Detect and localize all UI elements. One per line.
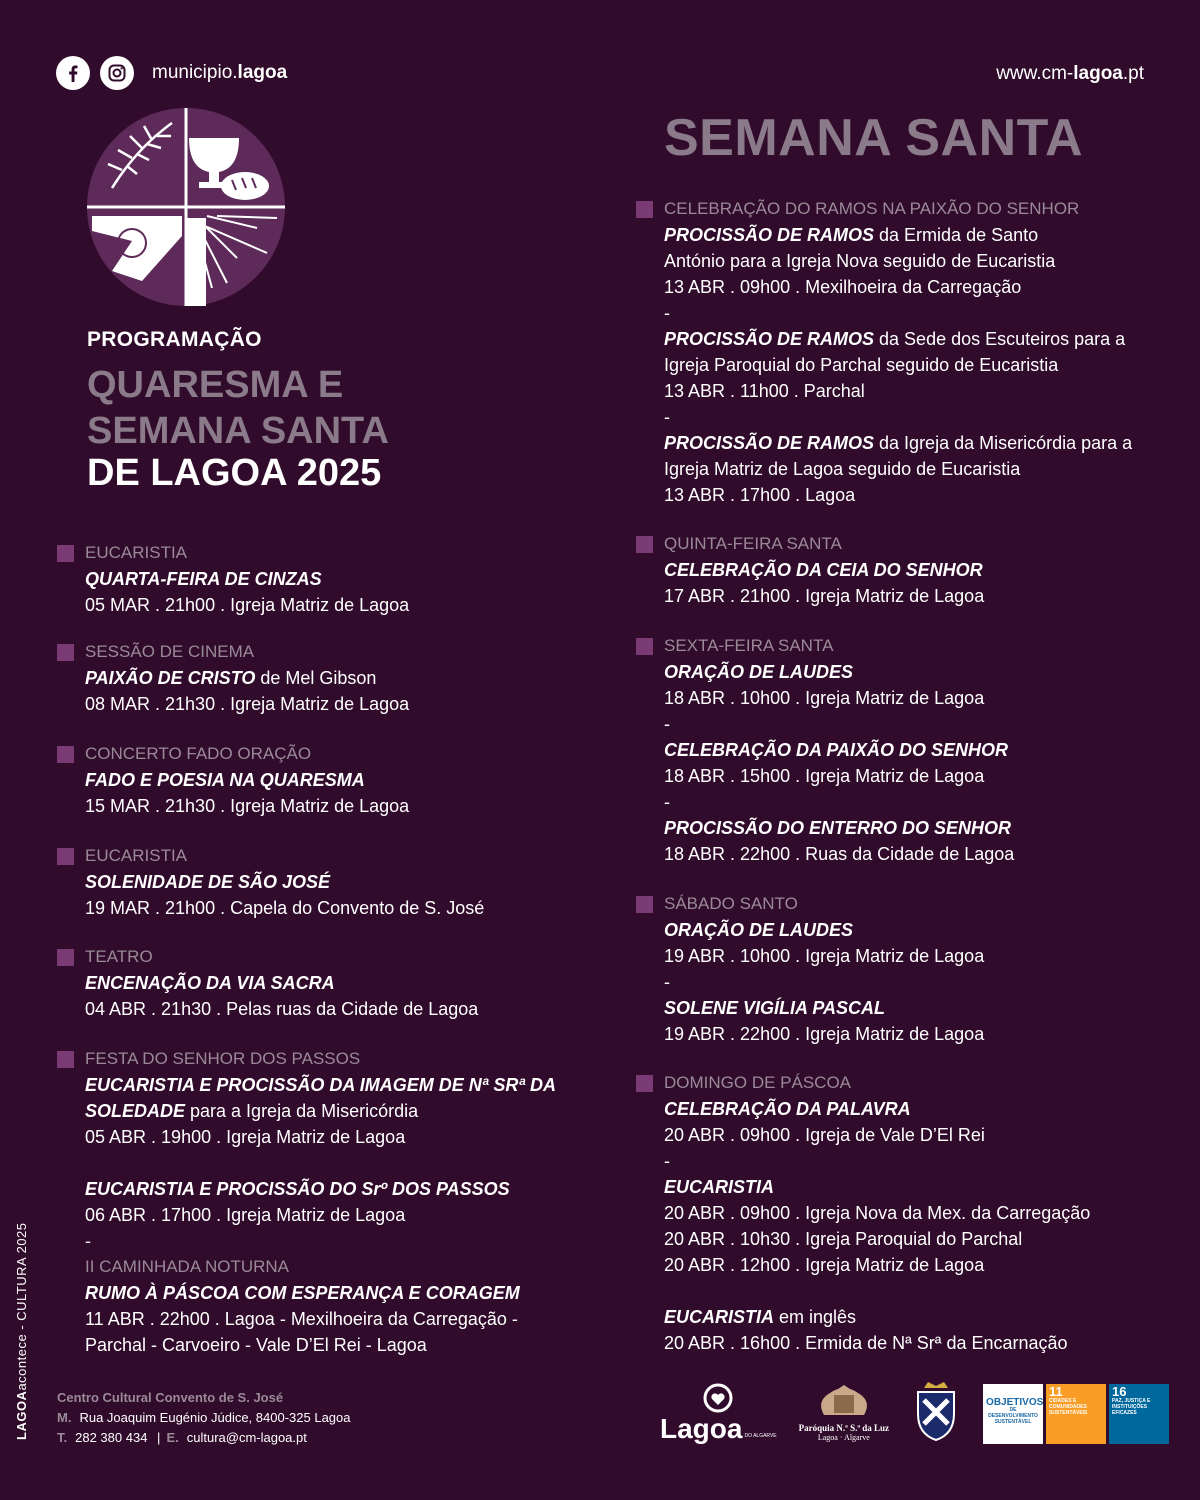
event-rest: em inglês [774, 1307, 857, 1327]
section-category: CONCERTO FADO ORAÇÃO [85, 744, 312, 763]
title-line-3: DE LAGOA 2025 [87, 452, 382, 494]
event-desc: Igreja Paroquial do Parchal seguido de Eucaristia [664, 355, 1059, 375]
address: Rua Joaquim Eugénio Júdice, 8400-325 Lagoa [79, 1410, 351, 1425]
instagram-icon[interactable] [100, 56, 134, 90]
ods-logo [983, 1384, 1043, 1444]
event-detail: 13 ABR . 17h00 . Lagoa [664, 485, 856, 505]
separator-dash: - [664, 1151, 670, 1171]
title-line-1: QUARESMA E [87, 364, 344, 406]
event-title: SOLENE VIGÍLIA PASCAL [664, 998, 886, 1018]
website-suffix: .pt [1122, 63, 1144, 84]
event-title: ORAÇÃO DE LAUDES [664, 920, 854, 940]
lagoa-sub: DO ALGARVE [744, 1432, 777, 1439]
section-passos [85, 1046, 556, 1358]
lagoa-wordmark: Lagoa [660, 1412, 743, 1444]
footer-contact [57, 1388, 351, 1448]
bullet-square [636, 638, 653, 655]
bullet-square [636, 201, 653, 218]
event-detail: 20 ABR . 09h00 . Igreja de Vale D’El Rei [664, 1125, 985, 1145]
bullet-square [57, 644, 74, 661]
paroquia-sub: Lagoa · Algarve [817, 1433, 870, 1442]
section-category: EUCARISTIA [85, 846, 188, 865]
section-category: EUCARISTIA [85, 543, 188, 562]
event-detail: 18 ABR . 22h00 . Ruas da Cidade de Lagoa [664, 844, 1015, 864]
brand-bold: LAGOA [14, 1390, 29, 1440]
sdg11-text: CIDADES E COMUNIDADES SUSTENTÁVEIS [1049, 1397, 1088, 1416]
event-rest: para a Igreja da Misericórdia [185, 1101, 419, 1121]
event-title: PROCISSÃO DE RAMOS [664, 329, 875, 349]
separator-dash: - [85, 1231, 91, 1251]
separator-dash: - [664, 714, 670, 734]
section-cinzas [85, 540, 409, 618]
lagoa-logo [660, 1383, 777, 1445]
event-detail: 13 ABR . 11h00 . Parchal [664, 381, 865, 401]
event-title: PAIXÃO DE CRISTO [85, 668, 256, 688]
event-detail: 06 ABR . 17h00 . Igreja Matriz de Lagoa [85, 1205, 406, 1225]
email-link[interactable]: cultura@cm-lagoa.pt [186, 1430, 307, 1445]
partner-logos [660, 1380, 1169, 1447]
brand-light: acontece [14, 1333, 29, 1391]
crest-icon [816, 1385, 872, 1423]
bullet-square [57, 746, 74, 763]
website-prefix: www.cm- [996, 63, 1074, 84]
event-detail: 18 ABR . 10h00 . Igreja Matriz de Lagoa [664, 688, 985, 708]
event-title-cont: SOLEDADE [85, 1101, 186, 1121]
semana-santa-title: SEMANA SANTA [664, 109, 1084, 167]
easter-emblem-icon [87, 108, 285, 306]
event-title: QUARTA-FEIRA DE CINZAS [85, 569, 322, 589]
section-quinta [664, 531, 984, 609]
programacao-label: PROGRAMAÇÃO [87, 328, 262, 351]
section-fado [85, 741, 409, 819]
event-rest: da Ermida de Santo [874, 225, 1039, 245]
email-key: E. [166, 1430, 179, 1445]
section-category: FESTA DO SENHOR DOS PASSOS [85, 1049, 361, 1068]
section-category: SÁBADO SANTO [664, 894, 798, 913]
separator-dash: - [664, 407, 670, 427]
bullet-square [636, 1075, 653, 1092]
event-detail: 20 ABR . 16h00 . Ermida de Nª Srª da Encarnação [664, 1333, 1068, 1353]
event-title: PROCISSÃO DO ENTERRO DO SENHOR [664, 818, 1012, 838]
sdg-11-icon [1046, 1384, 1106, 1444]
section-sabado [664, 891, 984, 1047]
paroquia-name: Paróquia N.ª S.ª da Luz [798, 1423, 890, 1433]
event-detail: 15 MAR . 21h30 . Igreja Matriz de Lagoa [85, 796, 410, 816]
brand-rest: - CULTURA 2025 [14, 1222, 29, 1334]
event-title: EUCARISTIA E PROCISSÃO DA IMAGEM DE Nª SRª DA [85, 1075, 557, 1095]
website-bold: lagoa [1073, 63, 1123, 84]
event-rest: da Igreja da Misericórdia para a [874, 433, 1133, 453]
event-title: ENCENAÇÃO DA VIA SACRA [85, 973, 335, 993]
bullet-square [636, 896, 653, 913]
section-domingo [664, 1070, 1090, 1356]
event-title: ORAÇÃO DE LAUDES [664, 662, 854, 682]
event-detail: 19 MAR . 21h00 . Capela do Convento de S. José [85, 898, 485, 918]
event-title: PROCISSÃO DE RAMOS [664, 433, 875, 453]
event-desc: António para a Igreja Nova seguido de Eucaristia [664, 251, 1056, 271]
section-teatro [85, 944, 478, 1022]
paroquia-logo [799, 1385, 889, 1442]
sdg16-text: PAZ, JUSTIÇA E INSTITUIÇÕES EFICAZES [1112, 1397, 1151, 1416]
heart-icon [701, 1383, 735, 1413]
phone-key: T. [57, 1430, 68, 1445]
event-detail: 18 ABR . 15h00 . Igreja Matriz de Lagoa [664, 766, 985, 786]
diocese-crest-icon [911, 1380, 961, 1447]
event-title: EUCARISTIA [664, 1177, 775, 1197]
separator-dash: - [664, 792, 670, 812]
sdg16-num: 16 [1112, 1383, 1127, 1399]
bullet-square [57, 848, 74, 865]
section-ramos [664, 196, 1132, 508]
ods-sub: DE DESENVOLVIMENTO SUSTENTÁVEL [988, 1406, 1038, 1425]
event-detail: 20 ABR . 09h00 . Igreja Nova da Mex. da Carregação [664, 1203, 1091, 1223]
event-detail: 13 ABR . 09h00 . Mexilhoeira da Carregação [664, 277, 1022, 297]
title-line-2: SEMANA SANTA [87, 410, 389, 452]
event-desc: Igreja Matriz de Lagoa seguido de Eucaristia [664, 459, 1021, 479]
event-title: CELEBRAÇÃO DA PAIXÃO DO SENHOR [664, 740, 1009, 760]
address-key: M. [57, 1410, 72, 1425]
bullet-square [636, 536, 653, 553]
event-detail: 17 ABR . 21h00 . Igreja Matriz de Lagoa [664, 586, 985, 606]
separator-dash: - [664, 303, 670, 323]
section-category: QUINTA-FEIRA SANTA [664, 534, 842, 553]
ods-title: OBJETIVOS [986, 1396, 1044, 1408]
section-sexta [664, 633, 1014, 867]
sdg-badges [983, 1384, 1169, 1444]
handle-prefix: municipio. [152, 62, 238, 83]
vertical-brand [14, 1222, 29, 1440]
section-category: CELEBRAÇÃO DO RAMOS NA PAIXÃO DO SENHOR [664, 199, 1080, 218]
event-title: EUCARISTIA [664, 1307, 775, 1327]
section-category: DOMINGO DE PÁSCOA [664, 1073, 852, 1092]
event-detail: Parchal - Carvoeiro - Vale D’El Rei - Lagoa [85, 1335, 427, 1355]
section-cinema [85, 639, 409, 717]
facebook-icon[interactable] [56, 56, 90, 90]
bullet-square [57, 949, 74, 966]
event-detail: 20 ABR . 10h30 . Igreja Paroquial do Parchal [664, 1229, 1023, 1249]
event-title: CELEBRAÇÃO DA CEIA DO SENHOR [664, 560, 983, 580]
separator: | [157, 1430, 161, 1445]
sub-category: II CAMINHADA NOTURNA [85, 1257, 290, 1276]
event-rest: da Sede dos Escuteiros para a [874, 329, 1126, 349]
section-category: TEATRO [85, 947, 153, 966]
bullet-square [57, 1051, 74, 1068]
sdg-16-icon [1109, 1384, 1169, 1444]
venue-name: Centro Cultural Convento de S. José [57, 1390, 284, 1405]
social-handle[interactable] [152, 62, 287, 84]
event-detail: 11 ABR . 22h00 . Lagoa - Mexilhoeira da Carregação - [85, 1309, 518, 1329]
event-title: FADO E POESIA NA QUARESMA [85, 770, 365, 790]
event-detail: 20 ABR . 12h00 . Igreja Matriz de Lagoa [664, 1255, 985, 1275]
main-title [87, 362, 389, 454]
event-title: CELEBRAÇÃO DA PALAVRA [664, 1099, 911, 1119]
separator-dash: - [664, 972, 670, 992]
event-detail: 05 ABR . 19h00 . Igreja Matriz de Lagoa [85, 1127, 406, 1147]
event-detail: 08 MAR . 21h30 . Igreja Matriz de Lagoa [85, 694, 410, 714]
event-title: PROCISSÃO DE RAMOS [664, 225, 875, 245]
event-rest: de Mel Gibson [255, 668, 377, 688]
sdg11-num: 11 [1049, 1383, 1063, 1399]
bullet-square [57, 545, 74, 562]
event-detail: 05 MAR . 21h00 . Igreja Matriz de Lagoa [85, 595, 410, 615]
event-title: RUMO À PÁSCOA COM ESPERANÇA E CORAGEM [85, 1283, 520, 1303]
social-bar [56, 56, 287, 90]
phone[interactable]: 282 380 434 [75, 1430, 148, 1445]
section-sao-jose [85, 843, 484, 921]
handle-bold: lagoa [237, 62, 288, 83]
section-category: SEXTA-FEIRA SANTA [664, 636, 834, 655]
event-title: EUCARISTIA E PROCISSÃO DO Srº DOS PASSOS [85, 1179, 510, 1199]
event-detail: 04 ABR . 21h30 . Pelas ruas da Cidade de Lagoa [85, 999, 479, 1019]
section-category: SESSÃO DE CINEMA [85, 642, 255, 661]
event-title: SOLENIDADE DE SÃO JOSÉ [85, 872, 331, 892]
event-detail: 19 ABR . 22h00 . Igreja Matriz de Lagoa [664, 1024, 985, 1044]
website-link[interactable] [996, 63, 1144, 85]
event-detail: 19 ABR . 10h00 . Igreja Matriz de Lagoa [664, 946, 985, 966]
